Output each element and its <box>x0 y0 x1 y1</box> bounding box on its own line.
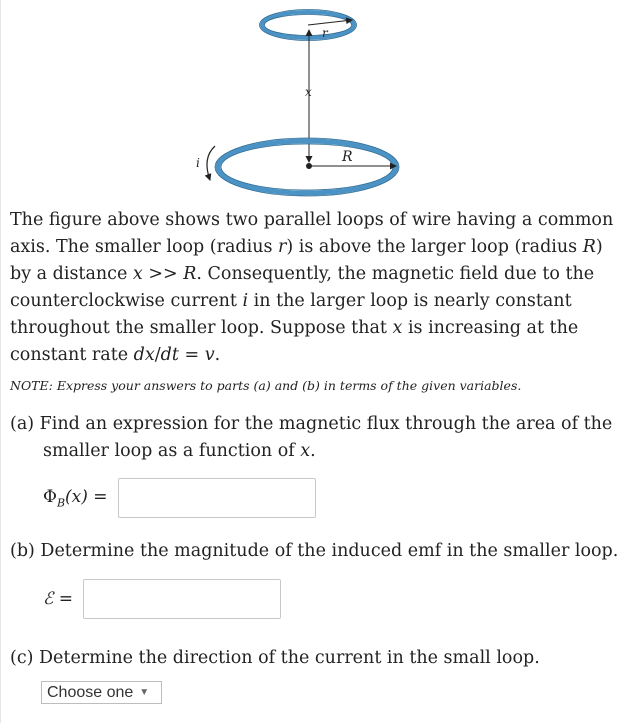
part-a-prefix: (a) Find an expression for the magnetic flux through the area of the <box>10 414 613 434</box>
radius-r-arrow <box>308 20 352 25</box>
emf-label: ℰ = <box>43 589 73 609</box>
part-a-question <box>10 411 625 465</box>
flux-answer-input[interactable] <box>118 478 316 518</box>
label-r: r <box>322 26 328 40</box>
part-b-answer-row <box>43 579 281 619</box>
problem-statement: The figure above shows two parallel loops of wire having a common axis. The smaller loop (radius r) is above the larger loop (radius R) by a distance x >> R. Consequently, the magnetic field due to the counterclockwise current i in the larger loop is nearly constant throughout the smaller loop. Suppose that x is increasing at the constant rate dx/dt = v. <box>10 210 614 365</box>
chevron-down-icon: ▼ <box>139 687 150 698</box>
note-text: NOTE: Express your answers to parts (a) and (b) in terms of the given variables. <box>10 378 522 393</box>
label-i: i <box>196 156 200 170</box>
direction-select[interactable] <box>41 681 162 704</box>
loops-diagram <box>0 0 638 200</box>
loops-figure <box>0 0 638 200</box>
phi-label: $\Phi_B(x)$ = <box>43 486 108 510</box>
current-arrow <box>207 146 215 180</box>
part-c-question: (c) Determine the direction of the current in the small loop. <box>10 648 540 668</box>
label-R: R <box>342 149 353 165</box>
part-a-answer-row <box>43 478 316 518</box>
direction-select-value: Choose one <box>47 683 134 701</box>
emf-answer-input[interactable] <box>83 579 281 619</box>
part-b-question: (b) Determine the magnitude of the induced emf in the smaller loop. <box>10 541 619 561</box>
part-a-continuation: smaller loop as a function of x. <box>43 441 316 461</box>
label-x: x <box>305 85 312 99</box>
